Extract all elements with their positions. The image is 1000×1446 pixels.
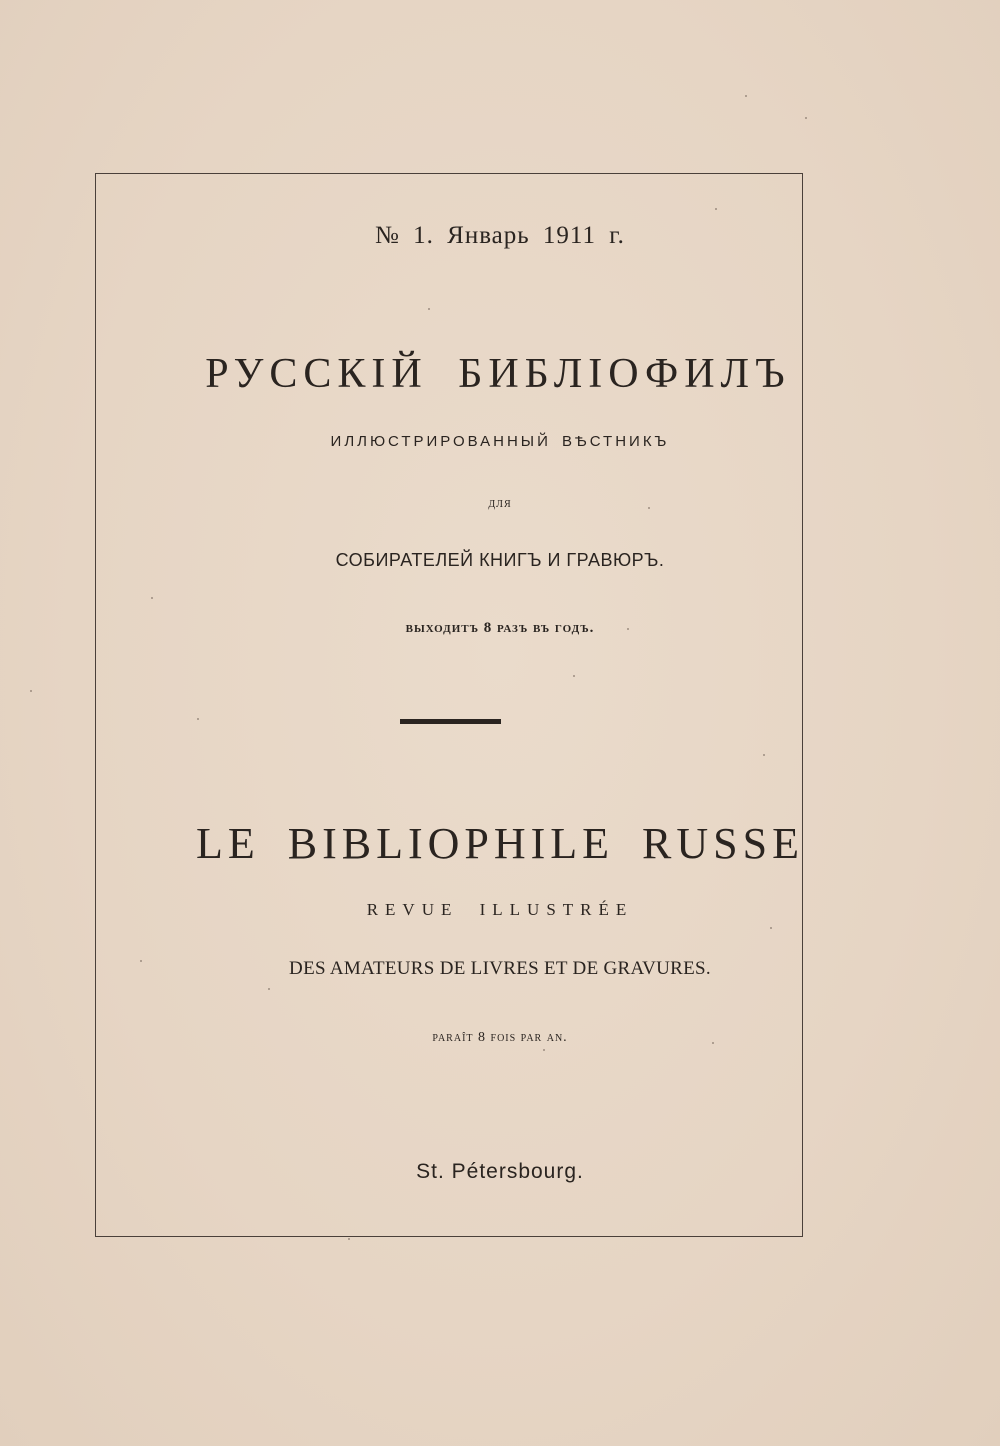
section-divider-rule xyxy=(400,719,501,724)
issue-number-date: № 1. Январь 1911 г. xyxy=(375,222,625,249)
paper-speck xyxy=(428,308,430,310)
paper-speck xyxy=(197,718,199,720)
paper-speck xyxy=(573,675,575,677)
french-frequency: paraît 8 fois par an. xyxy=(432,1030,568,1045)
french-title: LE BIBLIOPHILE RUSSE xyxy=(196,819,804,868)
russian-title: РУССКIЙ БИБЛIОФИЛЪ xyxy=(205,351,791,397)
paper-speck xyxy=(627,628,629,630)
page-border-frame xyxy=(95,173,803,1237)
paper-speck xyxy=(543,1049,545,1051)
paper-speck xyxy=(151,597,153,599)
paper-speck xyxy=(770,927,772,929)
french-subtitle: REVUE ILLUSTRÉE xyxy=(366,900,634,919)
paper-speck xyxy=(348,1238,350,1240)
paper-speck xyxy=(805,117,807,119)
paper-speck xyxy=(715,208,717,210)
russian-subtitle: ИЛЛЮСТРИРОВАННЫЙ ВѢСТНИКЪ xyxy=(330,433,670,450)
russian-for: для xyxy=(488,496,512,511)
russian-frequency: выходитъ 8 разъ въ годъ. xyxy=(405,620,595,636)
paper-speck xyxy=(712,1042,714,1044)
russian-audience: СОБИРАТЕЛЕЙ КНИГЪ И ГРАВЮРЪ. xyxy=(335,550,665,570)
publication-city: St. Pétersbourg. xyxy=(416,1160,584,1183)
paper-speck xyxy=(30,690,32,692)
paper-speck xyxy=(268,988,270,990)
paper-speck xyxy=(140,960,142,962)
paper-speck xyxy=(745,95,747,97)
paper-speck xyxy=(648,507,650,509)
french-audience: DES AMATEURS DE LIVRES ET DE GRAVURES. xyxy=(289,958,711,979)
paper-speck xyxy=(763,754,765,756)
